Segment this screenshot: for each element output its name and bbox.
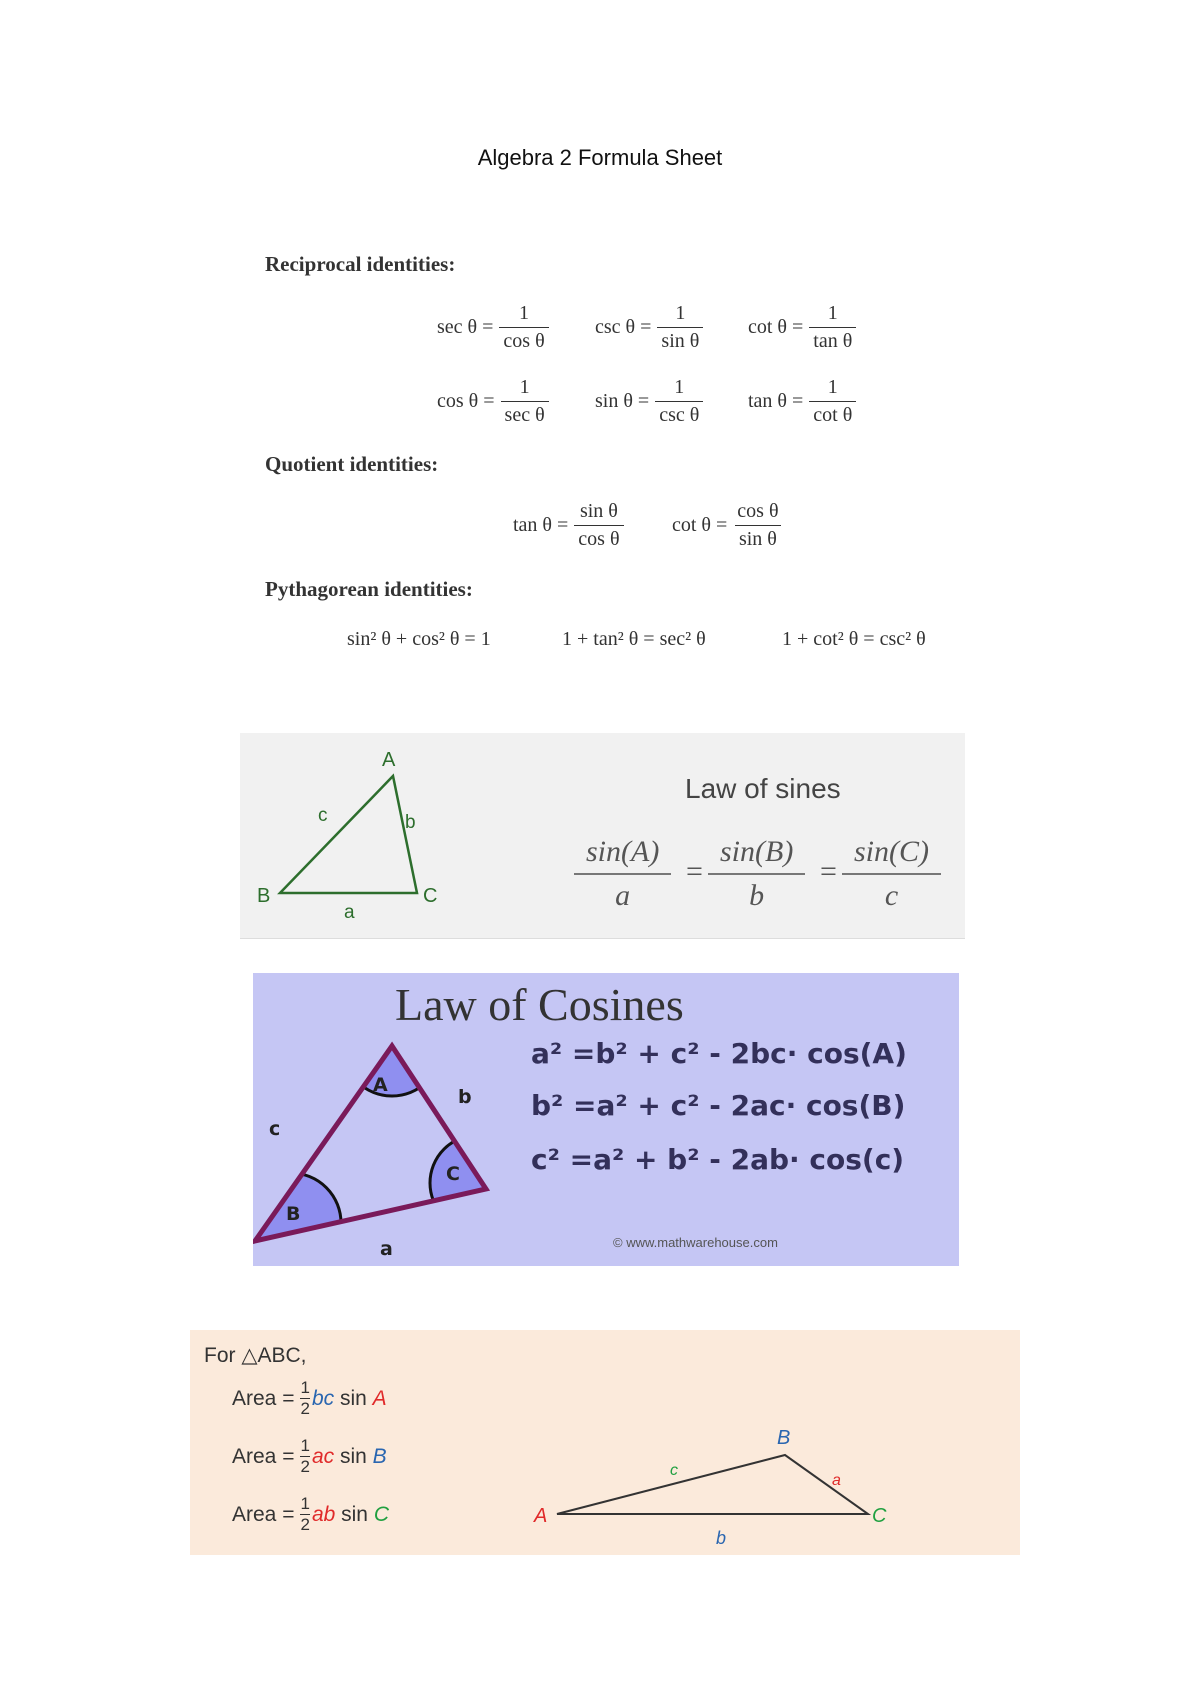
sines-triangle-diagram (240, 733, 480, 938)
triangle-area-panel (190, 1330, 1020, 1555)
reciprocal-identity: cos θ = $\frac{1}{\text{sec θ}}$ (437, 376, 549, 427)
side-label: a (344, 902, 355, 923)
law-of-sines-title: Law of sines (685, 773, 841, 804)
sines-fraction: $\frac{\sin(B)}{b}$ (714, 835, 799, 913)
cosine-equation: c² =a² + b² - 2ab· cos(c) (531, 1143, 905, 1176)
side-label: a (380, 1238, 393, 1260)
vertex-label: C (446, 1163, 460, 1185)
sines-fraction: $\frac{\sin(C)}{c}$ (848, 835, 935, 913)
reciprocal-heading: Reciprocal identities: (265, 252, 456, 276)
pythagorean-heading: Pythagorean identities: (265, 577, 473, 601)
quotient-identity: tan θ = $\frac{\text{sin θ}}{\text{cos θ}}$ (513, 500, 624, 551)
side-label: b (716, 1528, 727, 1548)
vertex-label: B (777, 1427, 791, 1449)
side-label: a (832, 1472, 841, 1489)
side-label: b (458, 1086, 472, 1108)
law-of-cosines-panel (253, 973, 959, 1266)
reciprocal-identity: tan θ = $\frac{1}{\text{cot θ}}$ (748, 376, 856, 427)
reciprocal-identity: cot θ = $\frac{1}{\text{tan θ}}$ (748, 302, 856, 353)
quotient-heading: Quotient identities: (265, 452, 439, 476)
reciprocal-identity: sin θ = $\frac{1}{\text{csc θ}}$ (595, 376, 703, 427)
vertex-label: B (257, 885, 271, 907)
cosine-equation: a² =b² + c² - 2bc· cos(A) (531, 1037, 907, 1070)
vertex-label: A (373, 1074, 388, 1096)
pythagorean-identity: 1 + tan² θ = sec² θ (562, 628, 706, 650)
equals-sign: = (820, 855, 837, 888)
area-intro: For △ABC, (204, 1344, 307, 1367)
law-of-cosines-title: Law of Cosines (395, 979, 684, 1030)
cosines-triangle-diagram (253, 973, 503, 1266)
side-label: c (318, 805, 328, 826)
vertex-label: C (423, 885, 438, 907)
vertex-label: C (872, 1505, 887, 1527)
trig-identities-panel (165, 240, 1040, 675)
sines-fraction: $\frac{\sin(A)}{a}$ (580, 835, 665, 913)
pythagorean-identity: sin² θ + cos² θ = 1 (347, 628, 491, 650)
vertex-label: A (382, 749, 396, 771)
source-credit: © www.mathwarehouse.com (613, 1235, 778, 1250)
area-triangle-diagram (520, 1370, 920, 1550)
cosine-equation: b² =a² + c² - 2ac· cos(B) (531, 1089, 906, 1122)
vertex-label: B (286, 1203, 301, 1225)
area-formula: Area = $\frac{1}{2}$ bc sin A (232, 1378, 387, 1418)
equals-sign: = (686, 855, 703, 888)
reciprocal-identity: sec θ = $\frac{1}{\text{cos θ}}$ (437, 302, 549, 353)
vertex-label: A (534, 1505, 548, 1527)
area-formula: Area = $\frac{1}{2}$ ab sin C (232, 1494, 390, 1534)
side-label: c (670, 1462, 678, 1479)
law-of-sines-panel (240, 733, 965, 939)
side-label: b (405, 812, 416, 833)
area-formula: Area = $\frac{1}{2}$ ac sin B (232, 1436, 387, 1476)
quotient-identity: cot θ = $\frac{\text{cos θ}}{\text{sin θ}}$ (672, 500, 783, 551)
page-title: Algebra 2 Formula Sheet (477, 145, 723, 170)
reciprocal-identity: csc θ = $\frac{1}{\text{sin θ}}$ (595, 302, 703, 353)
side-label: c (269, 1118, 281, 1140)
pythagorean-identity: 1 + cot² θ = csc² θ (782, 628, 926, 650)
